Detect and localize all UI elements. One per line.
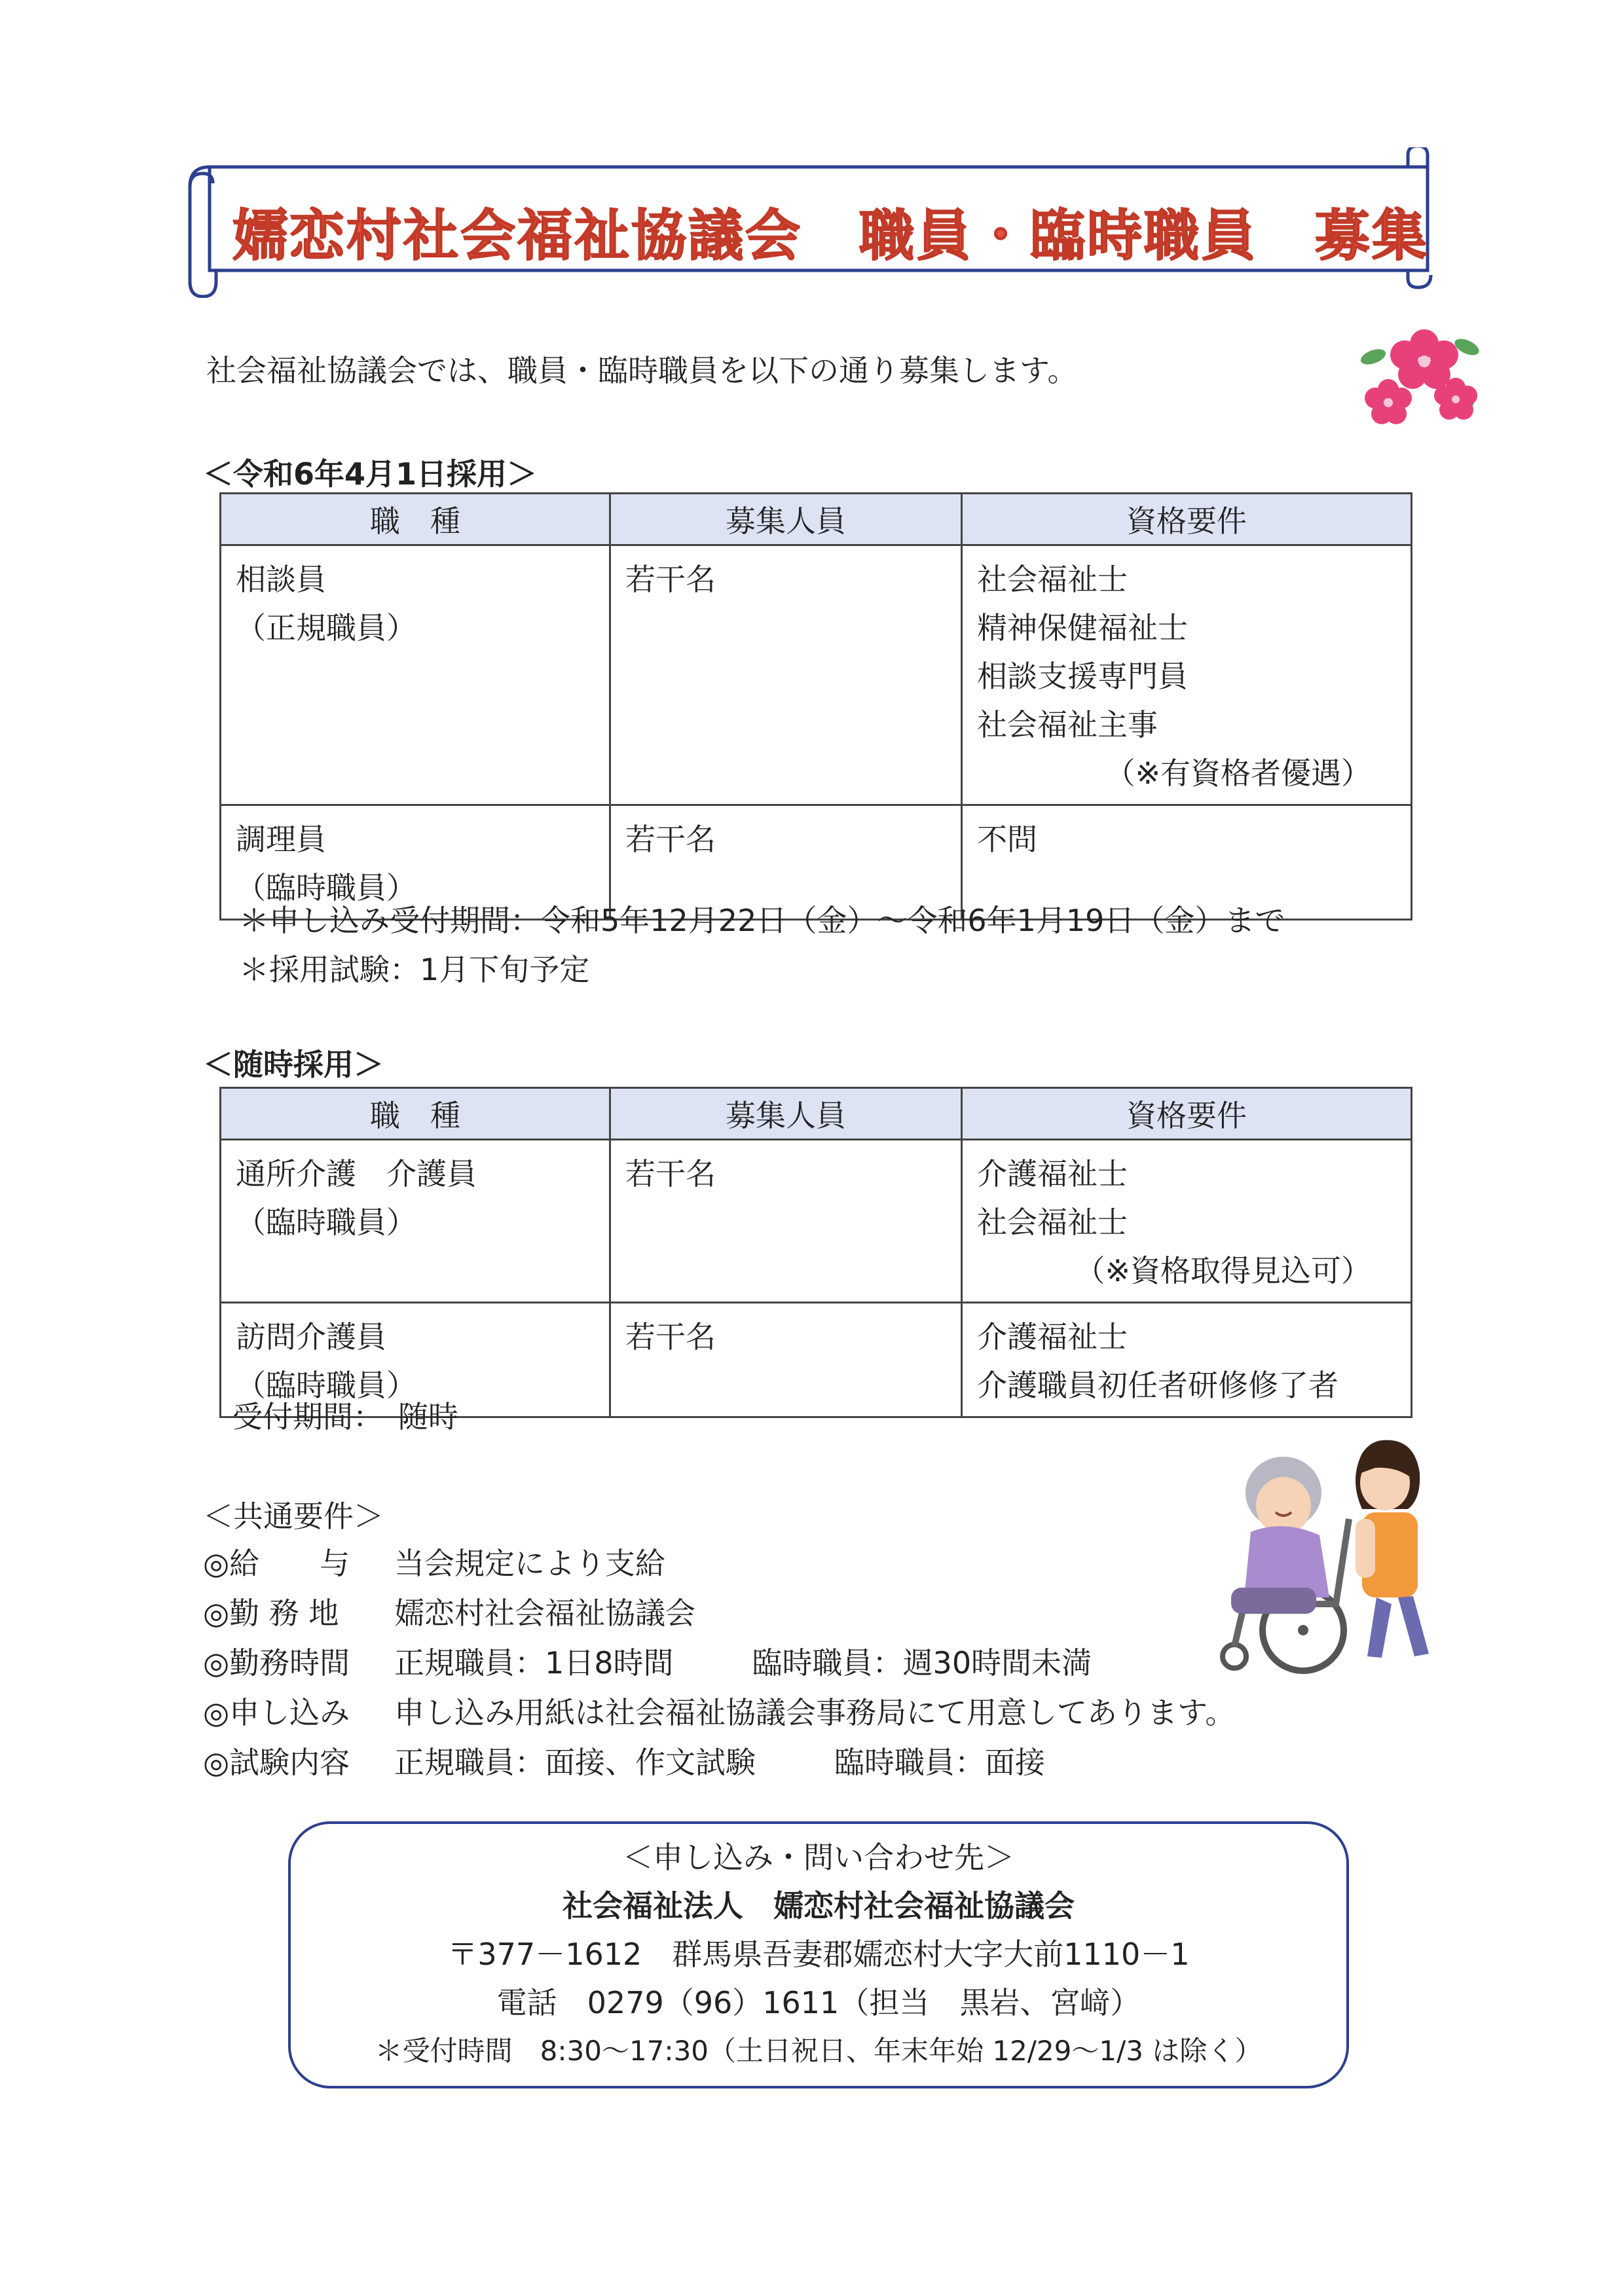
contact-org: 社会福祉法人 嬬恋村社会福祉協議会: [563, 1888, 1075, 1923]
count-cell: 若干名: [610, 805, 962, 920]
header-job: 職 種: [221, 1088, 610, 1140]
req-value-2: 臨時職員：面接: [834, 1745, 1045, 1780]
header-count: 募集人員: [610, 494, 962, 545]
qual-item: 介護福祉士: [977, 1156, 1128, 1192]
job-type: （臨時職員）: [236, 1368, 416, 1403]
job-title: 相談員: [236, 562, 326, 597]
req-value: 嬬恋村社会福祉協議会: [394, 1595, 695, 1631]
qual-item: 介護職員初任者研修修了者: [977, 1368, 1338, 1403]
req-value: 当会規定により支給: [394, 1546, 665, 1581]
table-header-row: [221, 494, 1412, 545]
qual-item: 相談支援専門員: [977, 659, 1188, 694]
job-cell: [221, 545, 610, 805]
table-header-row: [221, 1088, 1412, 1140]
contact-box: [288, 1821, 1349, 2088]
req-salary: [203, 1540, 665, 1583]
req-label: ◎勤 務 地: [203, 1595, 339, 1631]
req-hours: [203, 1639, 1092, 1683]
qual-note: （※資格取得見込可）: [1075, 1253, 1371, 1288]
table-row: [221, 545, 1412, 805]
qual-item: 社会福祉士: [977, 1205, 1128, 1240]
req-value-2: 臨時職員：週30時間未満: [752, 1645, 1092, 1681]
count-cell: 若干名: [610, 545, 962, 805]
req-application: [203, 1689, 1235, 1732]
req-label: ◎試験内容: [203, 1745, 350, 1780]
contact-address: 〒377－1612 群馬県吾妻郡嬬恋村大字大前1110－1: [447, 1937, 1190, 1972]
common-heading: ＜共通要件＞: [203, 1499, 384, 1534]
anytime-period-note: 受付期間： 随時: [232, 1399, 458, 1434]
qual-item: 社会福祉士: [977, 562, 1128, 597]
qual-note: （※有資格者優遇）: [1105, 756, 1371, 791]
job-title: 通所介護 介護員: [236, 1156, 477, 1192]
header-job: 職 種: [221, 494, 610, 545]
quals-cell: [962, 545, 1412, 805]
req-label: ◎申し込み: [203, 1695, 350, 1730]
job-type: （臨時職員）: [236, 870, 416, 905]
req-label: ◎給 与: [203, 1546, 350, 1581]
application-period-note: ＊申し込み受付期間：令和5年12月22日（金）～令和6年1月19日（金）まで: [239, 903, 1285, 938]
job-type: （臨時職員）: [236, 1205, 416, 1240]
req-value: 正規職員：面接、作文試験: [394, 1745, 756, 1780]
req-location: [203, 1590, 695, 1633]
req-exam: [203, 1739, 1045, 1782]
qual-item: 精神保健福祉士: [977, 610, 1188, 646]
header-quals: 資格要件: [962, 494, 1412, 545]
page-title: 嬬恋村社会福祉協議会 職員・臨時職員 募集: [232, 204, 1430, 268]
recruit-table-april: [219, 492, 1412, 920]
qual-item: 社会福祉主事: [977, 707, 1158, 742]
recruit-table-anytime: [219, 1087, 1412, 1418]
flowers-icon: [1352, 314, 1483, 432]
quals-cell: [962, 1140, 1412, 1303]
job-title: 調理員: [236, 822, 326, 857]
quals-cell: [962, 1303, 1412, 1417]
table-row: [221, 1140, 1412, 1303]
exam-date-note: ＊採用試験：1月下旬予定: [239, 952, 590, 987]
contact-phone: 電話 0279（96）1611（担当 黒岩、宮﨑）: [496, 1985, 1141, 2020]
qual-item: 介護福祉士: [977, 1319, 1128, 1355]
job-cell: [221, 1140, 610, 1303]
req-value: 申し込み用紙は社会福祉協議会事務局にて用意してあります。: [394, 1695, 1236, 1730]
job-type: （正規職員）: [236, 610, 416, 646]
count-cell: 若干名: [610, 1140, 962, 1303]
contact-heading: ＜申し込み・問い合わせ先＞: [623, 1840, 1014, 1875]
section2-heading: ＜随時採用＞: [203, 1047, 384, 1082]
header-quals: 資格要件: [962, 1088, 1412, 1140]
caregiver-wheelchair-icon: [1205, 1421, 1441, 1683]
header-count: 募集人員: [610, 1088, 962, 1140]
count-cell: 若干名: [610, 1303, 962, 1417]
req-value: 正規職員：1日8時間: [394, 1645, 674, 1681]
intro-text: 社会福祉協議会では、職員・臨時職員を以下の通り募集します。: [206, 353, 1078, 388]
req-label: ◎勤務時間: [203, 1645, 350, 1681]
qual-item: 不問: [977, 822, 1037, 857]
job-title: 訪問介護員: [236, 1319, 386, 1355]
contact-hours: ＊受付時間 8:30～17:30（土日祝日、年末年始 12/29～1/3 は除く）: [375, 2035, 1263, 2067]
section1-heading: ＜令和6年4月1日採用＞: [203, 456, 538, 492]
